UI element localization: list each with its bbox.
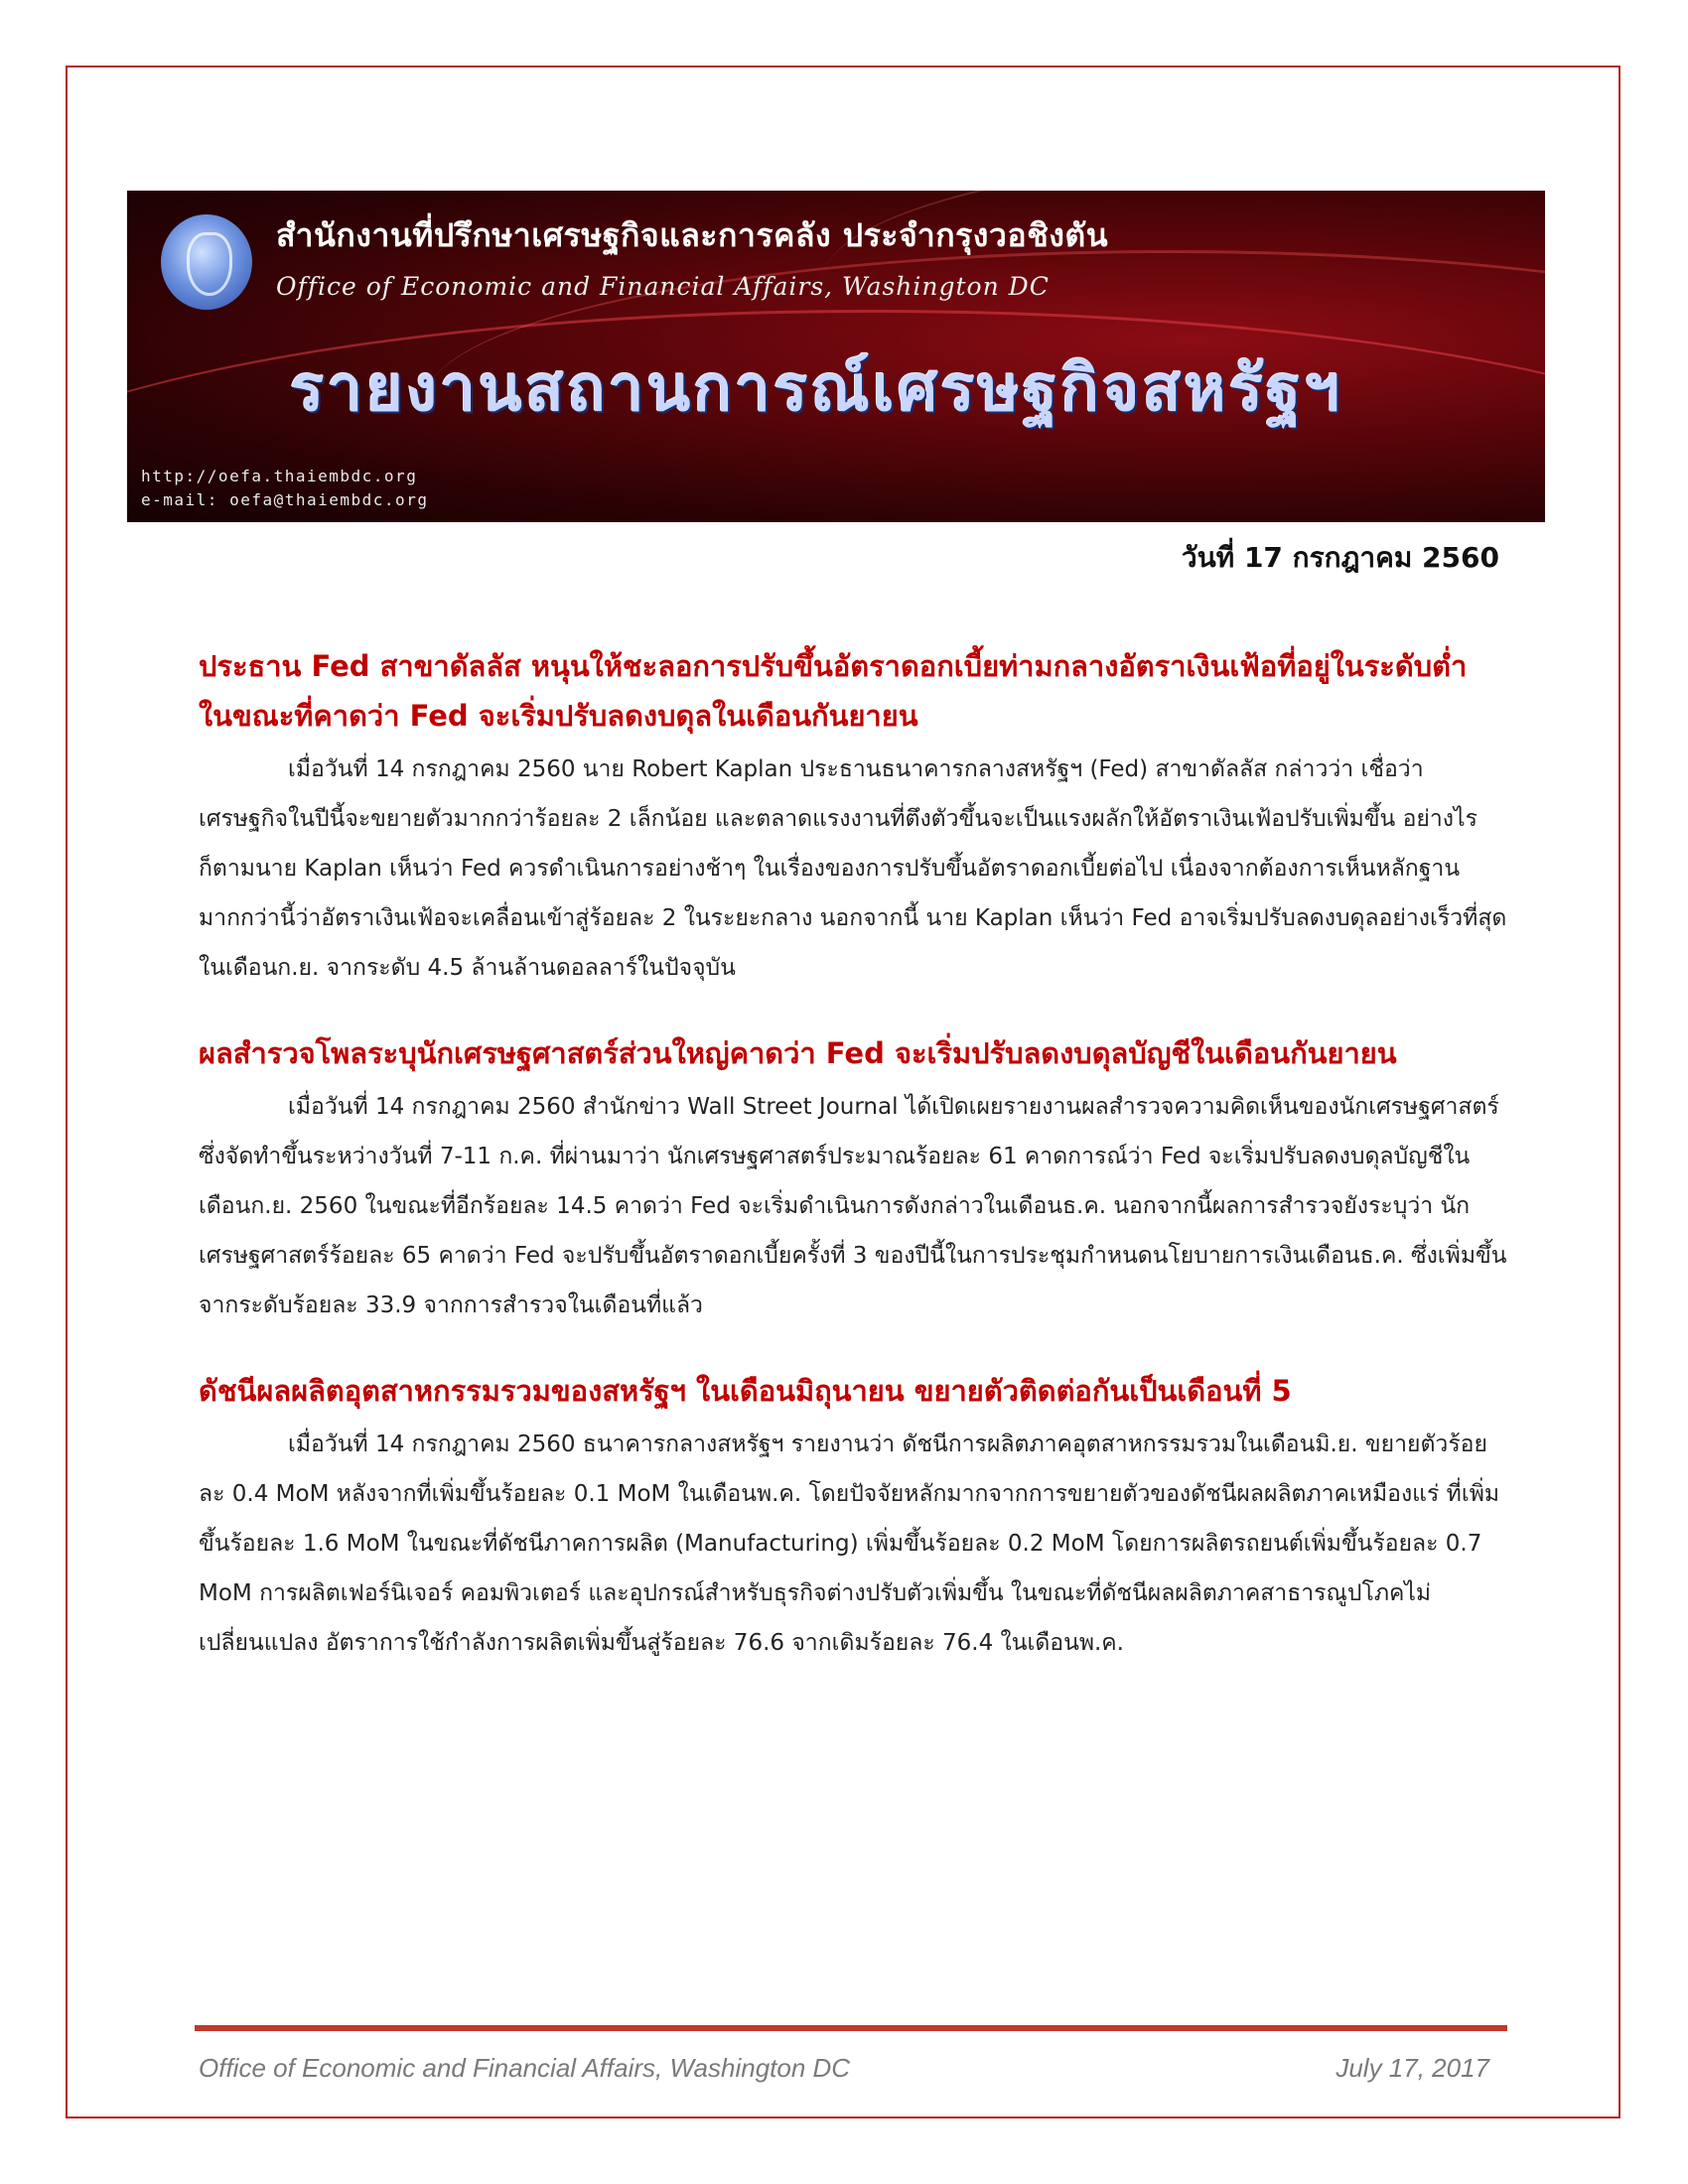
- footer-organization: Office of Economic and Financial Affairs, Washington DC: [199, 2053, 851, 2083]
- header-banner: [127, 191, 1545, 522]
- article: [199, 641, 1509, 993]
- article-body: เมื่อวันที่ 14 กรกฎาคม 2560 ธนาคารกลางสหรัฐฯ รายงานว่า ดัชนีการผลิตภาคอุตสาหกรรมรวมในเดือนมิ.ย. ขยายตัวร้อยละ 0.4 MoM หลังจากที่เพิ่มขึ้นร้อยละ 0.1 MoM ในเดือนพ.ค. โดยปัจจัยหลักมากจากการขยายตัวของดัชนีผลผลิตภาคเหมืองแร่ ที่เพิ่มขึ้นร้อยละ 1.6 MoM ในขณะที่ดัชนีภาคการผลิต (Manufacturing) เพิ่มขึ้นร้อยละ 0.2 MoM โดยการผลิตรถยนต์เพิ่มขึ้นร้อยละ 0.7 MoM การผลิตเฟอร์นิเจอร์ คอมพิวเตอร์ และอุปกรณ์สำหรับธุรกิจต่างปรับตัวเพิ่มขึ้น ในขณะที่ดัชนีผลผลิตภาคสาธารณูปโภคไม่เปลี่ยนแปลง อัตราการใช้กำลังการผลิตเพิ่มขึ้นสู่ร้อยละ 76.6 จากเดิมร้อยละ 76.4 ในเดือนพ.ค.: [199, 1432, 1500, 1656]
- garuda-emblem-icon: [161, 214, 252, 310]
- report-date: วันที่ 17 กรกฎาคม 2560: [1181, 541, 1499, 574]
- article-headline: ประธาน Fed สาขาดัลลัส หนุนให้ชะลอการปรับขึ้นอัตราดอกเบี้ยท่ามกลางอัตราเงินเฟ้อที่อยู่ในระดับต่ำ ในขณะที่คาดว่า Fed จะเริ่มปรับลดงบดุลในเดือนกันยายน: [199, 649, 1468, 733]
- footer-date: July 17, 2017: [1336, 2053, 1489, 2083]
- article: [199, 1366, 1509, 1668]
- article-headline: ผลสำรวจโพลระบุนักเศรษฐศาสตร์ส่วนใหญ่คาดว่า Fed จะเริ่มปรับลดงบดุลบัญชีในเดือนกันยายน: [199, 1036, 1397, 1070]
- footer-divider: [195, 2025, 1507, 2031]
- website-url: http://oefa.thaiembdc.org: [141, 467, 418, 485]
- article-list: [199, 641, 1509, 1704]
- article-body: เมื่อวันที่ 14 กรกฎาคม 2560 สำนักข่าว Wall Street Journal ได้เปิดเผยรายงานผลสำรวจความคิดเห็นของนักเศรษฐศาสตร์ ซึ่งจัดทำขึ้นระหว่างวันที่ 7-11 ก.ค. ที่ผ่านมาว่า นักเศรษฐศาสตร์ประมาณร้อยละ 61 คาดการณ์ว่า Fed จะเริ่มปรับลดงบดุลบัญชีในเดือนก.ย. 2560 ในขณะที่อีกร้อยละ 14.5 คาดว่า Fed จะเริ่มดำเนินการดังกล่าวในเดือนธ.ค. นอกจากนี้ผลการสำรวจยังระบุว่า นักเศรษฐศาสตร์ร้อยละ 65 คาดว่า Fed จะปรับขึ้นอัตราดอกเบี้ยครั้งที่ 3 ของปีนี้ในการประชุมกำหนดนโยบายการเงินเดือนธ.ค. ซึ่งเพิ่มขึ้นจากระดับร้อยละ 33.9 จากการสำรวจในเดือนที่แล้ว: [199, 1094, 1507, 1318]
- report-title: รายงานสถานการณ์เศรษฐกิจสหรัฐฯ: [290, 352, 1343, 426]
- article: [199, 1028, 1509, 1330]
- contact-email: e-mail: oefa@thaiembdc.org: [141, 490, 429, 509]
- org-name-thai: สำนักงานที่ปรึกษาเศรษฐกิจและการคลัง ประจำกรุงวอชิงตัน: [276, 216, 1109, 254]
- article-body: เมื่อวันที่ 14 กรกฎาคม 2560 นาย Robert Kaplan ประธานธนาคารกลางสหรัฐฯ (Fed) สาขาดัลลัส กล่าวว่า เชื่อว่าเศรษฐกิจในปีนี้จะขยายตัวมากกว่าร้อยละ 2 เล็กน้อย และตลาดแรงงานที่ตึงตัวขึ้นจะเป็นแรงผลักให้อัตราเงินเฟ้อปรับเพิ่มขึ้น อย่างไรก็ตามนาย Kaplan เห็นว่า Fed ควรดำเนินการอย่างช้าๆ ในเรื่องของการปรับขึ้นอัตราดอกเบี้ยต่อไป เนื่องจากต้องการเห็นหลักฐานมากกว่านี้ว่าอัตราเงินเฟ้อจะเคลื่อนเข้าสู่ร้อยละ 2 ในระยะกลาง นอกจากนี้ นาย Kaplan เห็นว่า Fed อาจเริ่มปรับลดงบดุลอย่างเร็วที่สุดในเดือนก.ย. จากระดับ 4.5 ล้านล้านดอลลาร์ในปัจจุบัน: [199, 756, 1507, 981]
- org-name-english: Office of Economic and Financial Affairs, Washington DC: [276, 272, 1050, 301]
- article-headline: ดัชนีผลผลิตอุตสาหกรรมรวมของสหรัฐฯ ในเดือนมิถุนายน ขยายตัวติดต่อกันเป็นเดือนที่ 5: [199, 1374, 1292, 1408]
